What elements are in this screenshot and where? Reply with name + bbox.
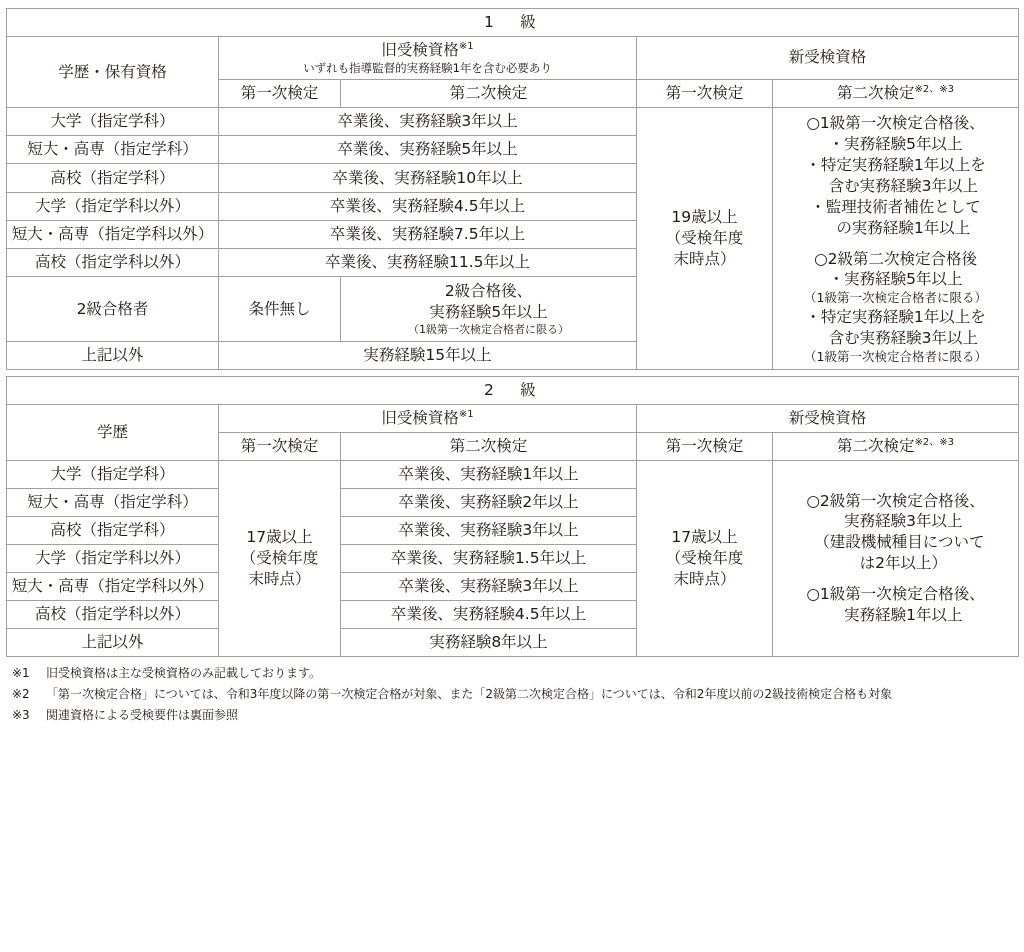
grade2-new-second-cell: [773, 461, 1019, 656]
grade2-old-first-cell: 17歳以上 （受検年度 末時点）: [219, 461, 341, 656]
grade1-new-second-cell: [773, 108, 1019, 370]
grade1-new-first-header: 第一次検定: [637, 79, 773, 107]
g1-new-b5-l2: 含む実務経験3年以上: [813, 329, 978, 348]
g1-new-b2-l2: 含む実務経験3年以上: [813, 176, 978, 195]
grade2-edu-cell: 高校（指定学科以外）: [7, 600, 219, 628]
old-title-note: いずれも指導監督的実務経験1年を含む必要あり: [303, 61, 552, 75]
grade2-old-second-cell: 卒業後、実務経験3年以上: [341, 516, 637, 544]
grade1-old-cell: 実務経験15年以上: [219, 341, 637, 369]
grade2-old-header: 旧受検資格$^{※1}$: [219, 404, 637, 432]
footnote-text: 旧受検資格は主な受検資格のみ記載しております。: [46, 665, 322, 680]
old-title-sup: ※1: [458, 408, 474, 420]
grade2-new-header: 新受検資格: [637, 404, 1019, 432]
grade1-old-second-cell: 2級合格後、 実務経験5年以上 （1級第一次検定合格者に限る）: [341, 277, 637, 341]
g1-new-b3-l1: ・監理技術者補佐として: [810, 197, 981, 216]
footnote-text: 関連資格による受検要件は裏面参照: [46, 707, 239, 722]
g2-new-b1-l3: は2年以上）: [844, 554, 947, 573]
old-title-sup: ※1: [458, 40, 474, 52]
g1-new-b2-l1: ・特定実務経験1年以上を: [805, 155, 986, 174]
grade1-old-first-header: 第一次検定: [219, 79, 341, 107]
grade2-old-first-header: 第一次検定: [219, 432, 341, 460]
grade1-old-cell: 卒業後、実務経験11.5年以上: [219, 249, 637, 277]
footnote-mark: ※2: [12, 686, 30, 701]
new-second-sup: ※2、※3: [914, 83, 955, 95]
g2-new-b2: 実務経験1年以上: [828, 606, 963, 625]
grade2-old-second-header: 第二次検定: [341, 432, 637, 460]
grade2-old-second-cell: 卒業後、実務経験2年以上: [341, 488, 637, 516]
g1-new-b3-l2: の実務経験1年以上: [820, 218, 971, 237]
table-row: [7, 461, 1019, 489]
grade1-edu-cell: 大学（指定学科以外）: [7, 192, 219, 220]
spacer: [777, 574, 1014, 584]
grade1-table: [6, 8, 1019, 370]
grade2-band: 2 級: [7, 376, 1019, 404]
grade1-old-cell: 卒業後、実務経験10年以上: [219, 164, 637, 192]
grade1-edu-cell: 高校（指定学科）: [7, 164, 219, 192]
grade2-band-row: [7, 376, 1019, 404]
g2-new-h1: ○2級第一次検定合格後、: [806, 491, 985, 510]
footnote-text: 「第一次検定合格」については、令和3年度以降の第一次検定合格が対象、また「2級第二次検定合格」については、令和2年度以前の2級技術検定合格も対象: [46, 686, 893, 701]
grade1-edu-cell: 上記以外: [7, 341, 219, 369]
grade2-edu-cell: 大学（指定学科）: [7, 461, 219, 489]
grade2-new-first-header: 第一次検定: [637, 432, 773, 460]
grade2-edu-cell: 短大・高専（指定学科）: [7, 488, 219, 516]
g2-new-h2: ○1級第一次検定合格後、: [806, 585, 985, 604]
grade2-header-row-1: [7, 404, 1019, 432]
grade1-band: 1 級: [7, 9, 1019, 37]
grade2-edu-cell: 上記以外: [7, 628, 219, 656]
table-row: [7, 108, 1019, 136]
g2-new-b1-l1: 実務経験3年以上: [828, 512, 963, 531]
grade1-edu-cell: 2級合格者: [7, 277, 219, 341]
footnote-mark: ※3: [12, 707, 30, 722]
spacer: [777, 239, 1014, 249]
g1-new-h1: ○1級第一次検定合格後、: [806, 114, 985, 133]
grade2-edu-header: 学歴: [7, 404, 219, 460]
grade1-old-first-cell: 条件無し: [219, 277, 341, 341]
grade1-edu-header: 学歴・保有資格: [7, 36, 219, 107]
grade2-old-second-cell: 卒業後、実務経験3年以上: [341, 572, 637, 600]
g1-new-b5-note: （1級第一次検定合格者に限る）: [804, 349, 987, 365]
grade1-edu-cell: 高校（指定学科以外）: [7, 249, 219, 277]
grade2-old-second-cell: 卒業後、実務経験1.5年以上: [341, 544, 637, 572]
grade1-old-header: 旧受検資格$^{※1}$ いずれも指導監督的実務経験1年を含む必要あり: [219, 36, 637, 79]
grade2-edu-cell: 短大・高専（指定学科以外）: [7, 572, 219, 600]
grade2-edu-cell: 大学（指定学科以外）: [7, 544, 219, 572]
grade2-old-second-cell: 卒業後、実務経験1年以上: [341, 461, 637, 489]
grade1-header-row-1: [7, 36, 1019, 79]
grade1-old-second-header: 第二次検定: [341, 79, 637, 107]
g1-new-b5-l1: ・特定実務経験1年以上を: [805, 308, 986, 327]
g1-new-b1: ・実務経験5年以上: [828, 134, 963, 153]
footnote-1: [12, 663, 1014, 684]
grade1-edu-cell: 大学（指定学科）: [7, 108, 219, 136]
grade1-new-second-header: 第二次検定$^{※2、※3}$: [773, 79, 1019, 107]
footnote-mark: ※1: [12, 665, 30, 680]
grade2-new-second-header: 第二次検定$^{※2、※3}$: [773, 432, 1019, 460]
g1-new-b4-note: （1級第一次検定合格者に限る）: [804, 290, 987, 306]
g1-new-b4: ・実務経験5年以上: [828, 270, 963, 289]
footnote-3: [12, 705, 1014, 726]
grade1-old-cell: 卒業後、実務経験3年以上: [219, 108, 637, 136]
grade1-edu-cell: 短大・高専（指定学科以外）: [7, 220, 219, 248]
grade1-new-header: 新受検資格: [637, 36, 1019, 79]
grade1-old-cell: 卒業後、実務経験5年以上: [219, 136, 637, 164]
grade2-old-second-cell: 卒業後、実務経験4.5年以上: [341, 600, 637, 628]
grade2-edu-cell: 高校（指定学科）: [7, 516, 219, 544]
grade2-new-first-cell: 17歳以上 （受検年度 末時点）: [637, 461, 773, 656]
grade1-old-cell: 卒業後、実務経験4.5年以上: [219, 192, 637, 220]
new-second-sup: ※2、※3: [914, 436, 955, 448]
footnotes: [12, 663, 1014, 726]
grade1-edu-cell: 短大・高専（指定学科）: [7, 136, 219, 164]
grade2-old-second-cell: 実務経験8年以上: [341, 628, 637, 656]
grade1-new-first-cell: 19歳以上 （受検年度 末時点）: [637, 108, 773, 370]
grade1-band-row: [7, 9, 1019, 37]
grade2-table: [6, 376, 1019, 657]
g1-new-h2: ○2級第二次検定合格後: [814, 249, 977, 268]
level2-note: （1級第一次検定合格者に限る）: [408, 322, 569, 336]
footnote-2: [12, 684, 1014, 705]
grade1-old-cell: 卒業後、実務経験7.5年以上: [219, 220, 637, 248]
g2-new-b1-l2: （建設機械種目について: [806, 533, 985, 552]
